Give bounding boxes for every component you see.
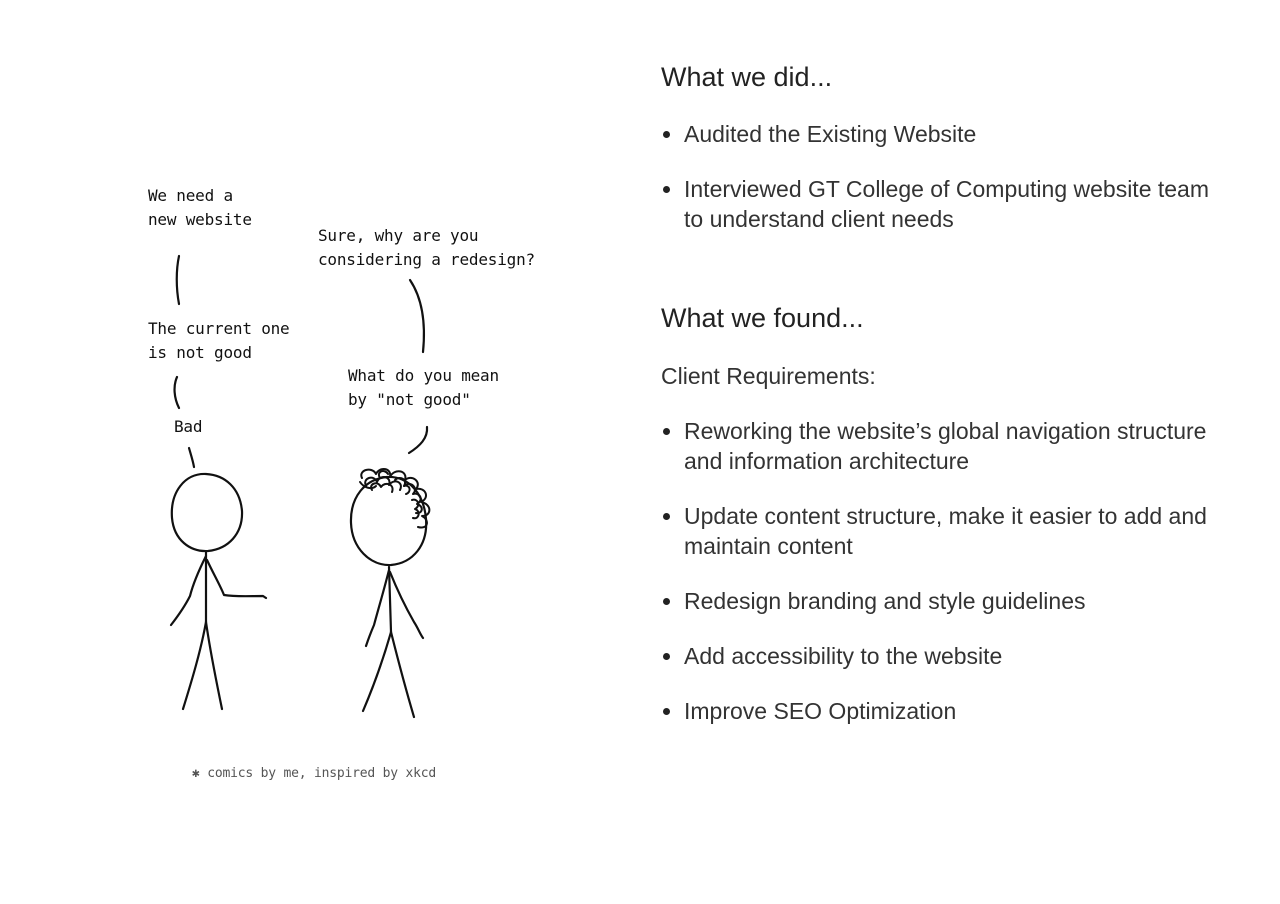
list-item: Audited the Existing Website xyxy=(661,119,1221,149)
stick-figure-left xyxy=(171,474,266,709)
findings-content xyxy=(661,57,1221,726)
what-we-found-heading: What we found... xyxy=(661,303,864,333)
speech-tail xyxy=(189,448,194,467)
list-item: Redesign branding and style guidelines xyxy=(661,586,1221,616)
list-item: Improve SEO Optimization xyxy=(661,696,1221,726)
what-we-did-heading: What we did... xyxy=(661,62,833,92)
what-we-did-list xyxy=(661,119,1221,234)
list-item: Interviewed GT College of Computing website team to understand client needs xyxy=(661,174,1221,234)
speech-bubble-what-mean: What do you mean by "not good" xyxy=(348,366,499,409)
comic-credit: ✱ comics by me, inspired by xkcd xyxy=(192,766,437,781)
speech-bubble-why-redesign: Sure, why are you considering a redesign? xyxy=(318,226,535,269)
speech-bubble-bad: Bad xyxy=(174,417,203,436)
list-item: Update content structure, make it easier to add and maintain content xyxy=(661,501,1221,561)
list-item: Add accessibility to the website xyxy=(661,641,1221,671)
speech-bubble-need-website: We need a new website xyxy=(148,186,252,229)
speech-tail xyxy=(410,280,424,352)
speech-tail xyxy=(409,427,427,453)
speech-tail xyxy=(177,256,179,304)
list-item: Reworking the website’s global navigation structure and information architecture xyxy=(661,416,1221,476)
speech-tail xyxy=(175,377,179,408)
stick-figure-right xyxy=(351,469,429,717)
client-requirements-list xyxy=(661,416,1221,726)
speech-bubble-not-good: The current one is not good xyxy=(148,319,290,362)
client-requirements-label: Client Requirements: xyxy=(661,363,876,389)
